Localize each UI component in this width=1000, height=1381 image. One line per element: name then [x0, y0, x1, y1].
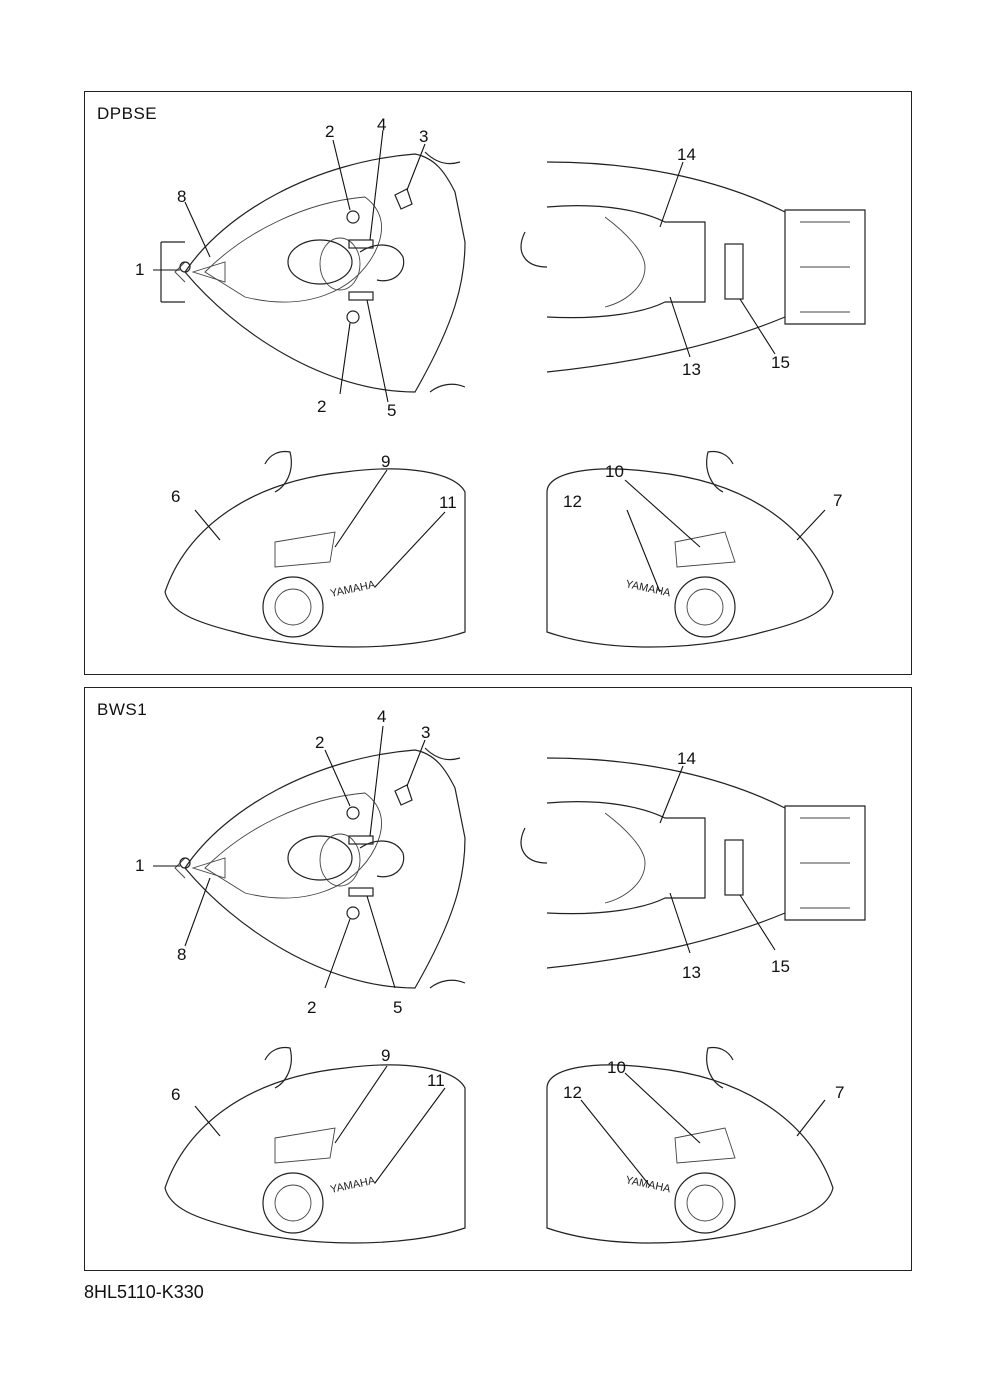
callout-9: 9	[381, 1046, 391, 1065]
callout-leaders-right-side	[625, 480, 825, 592]
craft-rear-deck-view	[521, 758, 865, 968]
callout-leaders-right-side	[581, 1073, 825, 1186]
craft-top-view	[161, 152, 465, 392]
watercraft-label-illustration	[85, 92, 913, 676]
craft-left-side-view	[165, 1048, 465, 1244]
hull-wordmark-right: YAMAHA	[624, 578, 672, 600]
callout-6: 6	[171, 487, 181, 506]
callout-2-lower: 2	[317, 397, 327, 416]
callout-11: 11	[439, 493, 457, 512]
callout-6: 6	[171, 1085, 181, 1104]
craft-top-view	[175, 748, 465, 988]
callout-7: 7	[833, 491, 843, 510]
panel-model-label: DPBSE	[97, 104, 158, 123]
callout-4: 4	[377, 707, 387, 726]
callout-8: 8	[177, 945, 187, 964]
craft-right-side-view	[547, 452, 833, 648]
callout-14: 14	[677, 145, 696, 164]
watercraft-label-illustration	[85, 688, 913, 1272]
label-diagram-panel-bws1	[84, 687, 912, 1271]
callout-1: 1	[135, 260, 145, 279]
callout-1: 1	[135, 856, 145, 875]
callout-15: 15	[771, 957, 790, 976]
callout-14: 14	[677, 749, 696, 768]
callout-leaders-rear	[660, 766, 775, 953]
callout-leaders-top	[153, 726, 425, 988]
panel-model-label: BWS1	[97, 700, 148, 719]
callout-13: 13	[682, 963, 701, 982]
craft-rear-deck-view	[521, 162, 865, 372]
callout-7: 7	[835, 1083, 845, 1102]
callout-4: 4	[377, 115, 387, 134]
callout-2-upper: 2	[315, 733, 325, 752]
callout-5: 5	[393, 998, 403, 1017]
callout-leaders-left-side	[195, 1066, 445, 1183]
hull-wordmark-left: YAMAHA	[329, 1174, 377, 1196]
callout-9: 9	[381, 452, 391, 471]
hull-wordmark-left: YAMAHA	[329, 578, 377, 600]
craft-left-side-view	[165, 452, 465, 648]
craft-right-side-view	[547, 1048, 833, 1244]
callout-15: 15	[771, 353, 790, 372]
callout-10: 10	[605, 462, 624, 481]
callout-leaders-rear	[660, 162, 775, 357]
label-diagram-panel-dpbse	[84, 91, 912, 675]
callout-2-upper: 2	[325, 122, 335, 141]
callout-8: 8	[177, 187, 187, 206]
callout-12: 12	[563, 1083, 582, 1102]
callout-10: 10	[607, 1058, 626, 1077]
callout-13: 13	[682, 360, 701, 379]
callout-leaders-left-side	[195, 470, 445, 587]
callout-11: 11	[427, 1071, 445, 1090]
hull-wordmark-right: YAMAHA	[624, 1174, 672, 1196]
document-code: 8HL5110-K330	[84, 1282, 204, 1302]
callout-5: 5	[387, 401, 397, 420]
callout-3: 3	[421, 723, 431, 742]
callout-3: 3	[419, 127, 429, 146]
callout-2-lower: 2	[307, 998, 317, 1017]
callout-12: 12	[563, 492, 582, 511]
